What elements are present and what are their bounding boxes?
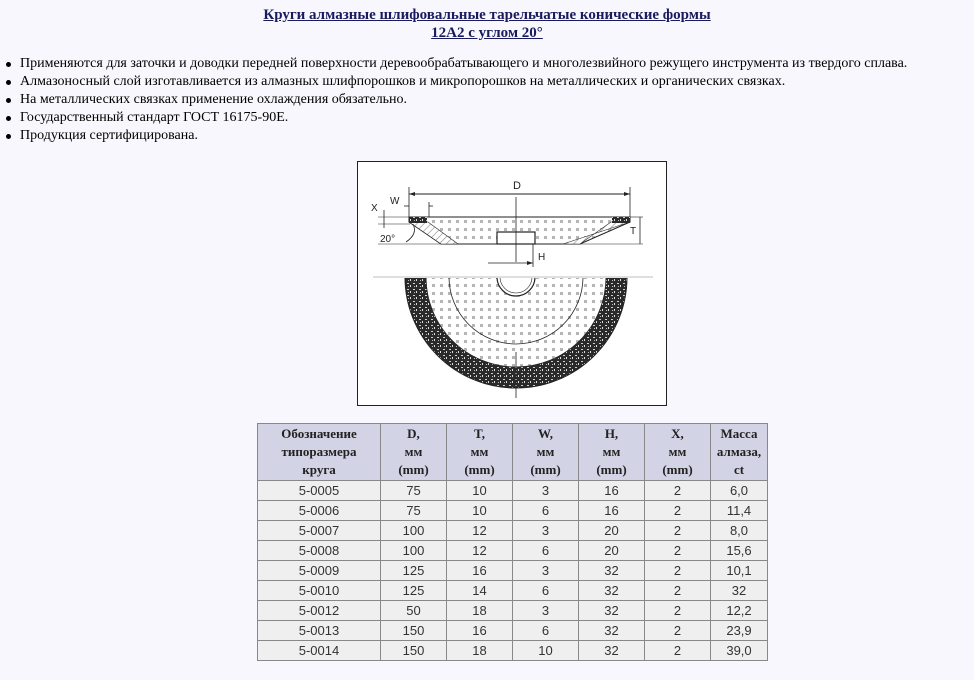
- cell-d: 150: [381, 641, 447, 661]
- header-w: [513, 424, 579, 481]
- table-row: [258, 581, 768, 601]
- cell-d: 75: [381, 481, 447, 501]
- bullet-icon: [6, 80, 11, 85]
- label-angle: 20°: [380, 234, 396, 245]
- diamond-layer-left: [409, 217, 427, 223]
- cell-diamond-mass: 11,4: [711, 501, 768, 521]
- header-text: мм: [470, 444, 489, 459]
- cell-w: 3: [513, 521, 579, 541]
- header-text: (mm): [530, 462, 561, 477]
- header-text: круга: [302, 462, 336, 477]
- cell-t: 12: [447, 521, 513, 541]
- cell-w: 6: [513, 621, 579, 641]
- wheel-drawing: [357, 161, 667, 406]
- header-text: D,: [407, 426, 420, 441]
- cell-diamond-mass: 15,6: [711, 541, 768, 561]
- cell-x: 2: [645, 621, 711, 641]
- feature-item: [20, 91, 970, 109]
- cell-t: 18: [447, 641, 513, 661]
- feature-text: Государственный стандарт ГОСТ 16175-90Е.: [20, 110, 289, 125]
- cell-d: 100: [381, 541, 447, 561]
- table-row: [258, 641, 768, 661]
- header-text: мм: [668, 444, 687, 459]
- cell-h: 16: [579, 481, 645, 501]
- table-header-row: [258, 424, 768, 481]
- feature-list: [0, 55, 970, 145]
- feature-text: Применяются для заточки и доводки передней поверхности деревообрабатывающего и многолезвийного режущего инструмента из твердого сплава.: [20, 56, 908, 71]
- header-d: [381, 424, 447, 481]
- cell-designation: 5-0012: [258, 601, 381, 621]
- header-text: Обозначение: [281, 426, 357, 441]
- header-text: X,: [671, 426, 684, 441]
- header-text: (mm): [596, 462, 627, 477]
- specification-table: [257, 423, 768, 661]
- cell-x: 2: [645, 501, 711, 521]
- header-text: (mm): [464, 462, 495, 477]
- cell-h: 20: [579, 541, 645, 561]
- feature-item: [20, 109, 970, 127]
- cell-designation: 5-0014: [258, 641, 381, 661]
- table-row: [258, 561, 768, 581]
- cell-t: 16: [447, 621, 513, 641]
- cell-diamond-mass: 32: [711, 581, 768, 601]
- label-t: T: [630, 226, 637, 237]
- cell-t: 10: [447, 481, 513, 501]
- cell-t: 14: [447, 581, 513, 601]
- cell-designation: 5-0008: [258, 541, 381, 561]
- feature-item: [20, 127, 970, 145]
- cell-t: 18: [447, 601, 513, 621]
- label-d: D: [513, 180, 521, 192]
- header-text: мм: [404, 444, 423, 459]
- cell-h: 16: [579, 501, 645, 521]
- title-line-1: Круги алмазные шлифовальные тарельчатые конические формы: [263, 7, 711, 23]
- cell-w: 3: [513, 481, 579, 501]
- cell-d: 50: [381, 601, 447, 621]
- cell-h: 32: [579, 561, 645, 581]
- cell-designation: 5-0009: [258, 561, 381, 581]
- cell-diamond-mass: 23,9: [711, 621, 768, 641]
- table-row: [258, 521, 768, 541]
- header-text: ct: [733, 462, 745, 477]
- header-t: [447, 424, 513, 481]
- feature-item: [20, 73, 970, 91]
- label-h: H: [538, 252, 546, 263]
- cell-x: 2: [645, 561, 711, 581]
- label-w: W: [390, 196, 400, 207]
- table-row: [258, 541, 768, 561]
- table-row: [258, 621, 768, 641]
- cell-designation: 5-0010: [258, 581, 381, 601]
- cell-w: 3: [513, 601, 579, 621]
- header-x: [645, 424, 711, 481]
- cell-w: 6: [513, 541, 579, 561]
- cell-d: 100: [381, 521, 447, 541]
- bullet-icon: [6, 98, 11, 103]
- header-text: (mm): [662, 462, 693, 477]
- cell-d: 125: [381, 561, 447, 581]
- cell-h: 32: [579, 641, 645, 661]
- cell-t: 16: [447, 561, 513, 581]
- cell-w: 6: [513, 501, 579, 521]
- page-title: [0, 6, 974, 42]
- cell-d: 125: [381, 581, 447, 601]
- header-text: Масса: [720, 426, 758, 441]
- cell-h: 20: [579, 521, 645, 541]
- header-text: типоразмера: [281, 444, 357, 459]
- cell-w: 6: [513, 581, 579, 601]
- cell-diamond-mass: 8,0: [711, 521, 768, 541]
- header-text: мм: [536, 444, 555, 459]
- label-x: X: [371, 203, 378, 214]
- cell-x: 2: [645, 581, 711, 601]
- title-line-2: 12А2 с углом 20°: [431, 25, 543, 41]
- feature-item: [20, 55, 970, 73]
- cell-diamond-mass: 10,1: [711, 561, 768, 581]
- cell-x: 2: [645, 481, 711, 501]
- cell-h: 32: [579, 581, 645, 601]
- page-bottom-strip: [0, 680, 974, 688]
- header-text: T,: [474, 426, 485, 441]
- cell-designation: 5-0005: [258, 481, 381, 501]
- header-text: (mm): [398, 462, 429, 477]
- table-row: [258, 501, 768, 521]
- cell-h: 32: [579, 621, 645, 641]
- diamond-layer-right: [612, 217, 630, 223]
- cell-t: 10: [447, 501, 513, 521]
- cell-d: 150: [381, 621, 447, 641]
- cell-w: 10: [513, 641, 579, 661]
- cell-w: 3: [513, 561, 579, 581]
- header-text: алмаза,: [716, 444, 762, 459]
- cell-t: 12: [447, 541, 513, 561]
- header-text: H,: [604, 426, 619, 441]
- cell-diamond-mass: 39,0: [711, 641, 768, 661]
- cell-x: 2: [645, 521, 711, 541]
- cell-d: 75: [381, 501, 447, 521]
- header-text: мм: [602, 444, 621, 459]
- table-row: [258, 481, 768, 501]
- header-h: [579, 424, 645, 481]
- cell-x: 2: [645, 601, 711, 621]
- bullet-icon: [6, 134, 11, 139]
- cell-x: 2: [645, 641, 711, 661]
- header-text: W,: [537, 426, 554, 441]
- cell-designation: 5-0006: [258, 501, 381, 521]
- cell-h: 32: [579, 601, 645, 621]
- cell-diamond-mass: 6,0: [711, 481, 768, 501]
- feature-text: Алмазоносный слой изготавливается из алмазных шлифпорошков и микропорошков на металлических и органических связках.: [20, 74, 786, 89]
- wheel-drawing-svg: [358, 162, 666, 405]
- header-diamond-mass: [711, 424, 768, 481]
- cell-designation: 5-0007: [258, 521, 381, 541]
- feature-text: На металлических связках применение охлаждения обязательно.: [20, 92, 408, 107]
- table-row: [258, 601, 768, 621]
- header-designation: [258, 424, 381, 481]
- feature-text: Продукция сертифицирована.: [20, 128, 198, 143]
- bullet-icon: [6, 62, 11, 67]
- cell-x: 2: [645, 541, 711, 561]
- cell-designation: 5-0013: [258, 621, 381, 641]
- bullet-icon: [6, 116, 11, 121]
- cell-diamond-mass: 12,2: [711, 601, 768, 621]
